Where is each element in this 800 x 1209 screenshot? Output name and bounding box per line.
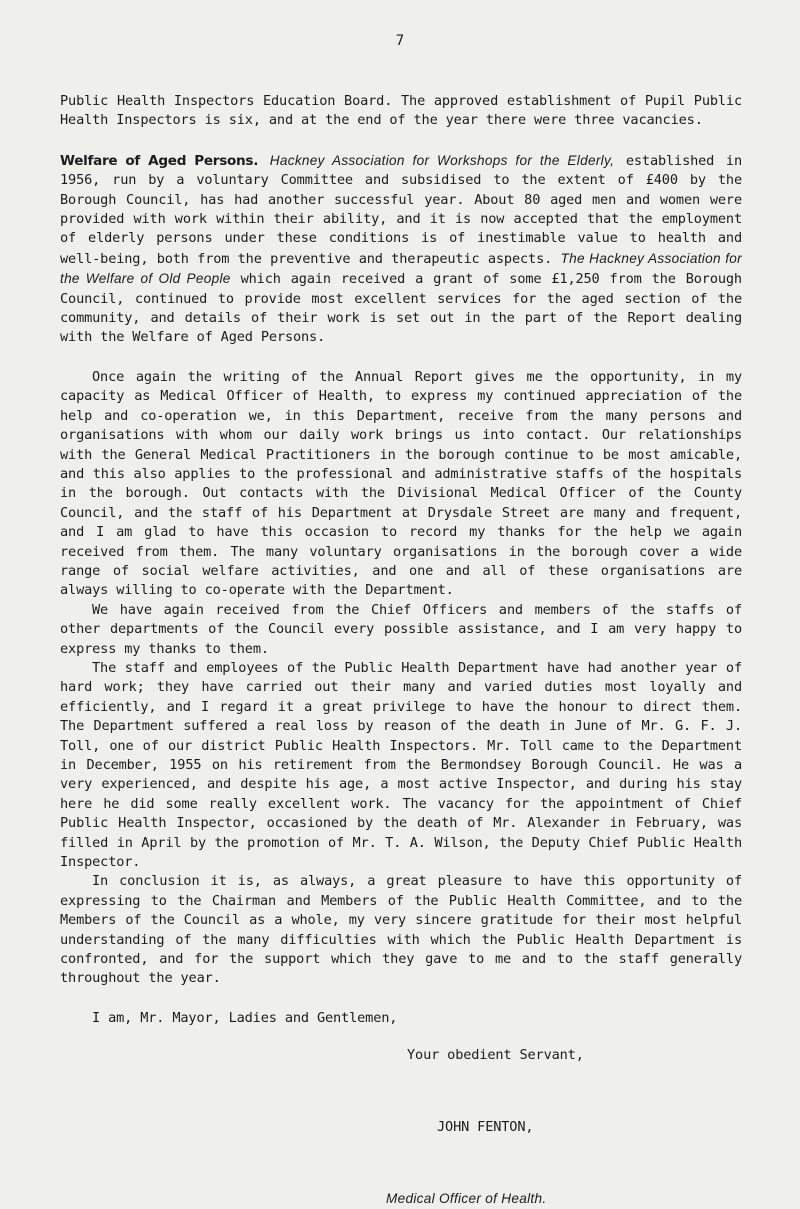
paragraph-inspectors-board: Public Health Inspectors Education Board. The approved establishment of Pupil Public Health Inspectors is six, and at the end of the year there were three vacancies. — [60, 93, 742, 129]
paragraph-conclusion: In conclusion it is, as always, a great pleasure to have this opportunity of expressing to the Chairman and Members of the Public Health Committee, and to the Members of the Council as a whole, my very sincere gratitude for their most helpful understanding of the many difficulties with which the Public Health Department is confronted, and for the support which they gave to me and to the staff generally throughout the year. — [60, 873, 742, 987]
paragraph-staff: The staff and employees of the Public Health Department have had another year of hard work; they have carried out their many and varied duties most loyally and efficiently, and I regard it a great privilege to have the honour to direct them. The Department suffered a real loss by reason of the death in June of Mr. G. F. J. Toll, one of our district Public Health Inspectors. Mr. Toll came to the Department in December, 1955 on his retirement from the Bermondsey Borough Council. He was a very experienced, and despite his age, a most active Inspector, and during his stay here he did some really excellent work. The vacancy for the appointment of Chief Public Health Inspector, occasioned by the death of Mr. Alexander in February, was filled in April by the promotion of Mr. T. A. Wilson, the Deputy Chief Public Health Inspector. — [60, 659, 742, 871]
signature-title: Medical Officer of Health. — [386, 1191, 547, 1207]
paragraph-appreciation: Once again the writing of the Annual Report gives me the opportunity, in my capacity as Medical Officer of Health, to express my continued appreciation of the help and co-operation we, in this Department, receive from the many persons and organisations with whom our daily work brings us into contact. Our relationships with the General Medical Practitioners in the borough continue to be most amicable, and this also applies to the professional and administrative staffs of the hospitals in the borough. Out contacts with the Divisional Medical Officer of the County Council, and the staff of his Department at Drysdale Street are many and frequent, and I am glad to have this occasion to record my thanks for the help we again received from them. The many voluntary organisations in the borough cover a wide range of social welfare activities, and one and all of these organisations are always willing to co-operate with the Department. — [60, 368, 742, 599]
paragraph-welfare-aged — [60, 151, 742, 348]
body-text — [60, 92, 742, 1209]
welfare-text-1: established in 1956, run by a voluntary Committee and subsidised to the extent of £400 by the Borough Council, has had another successful year. About 80 aged men and women were provided with work within their ability, and it is now accepted that the employment of elderly persons under these conditions is of inestimable value to health and well-being, both from the preventive and therapeutic aspects. — [60, 152, 742, 267]
obedient-servant: Your obedient Servant, — [407, 1047, 584, 1064]
section-heading-welfare: Welfare of Aged Persons. — [60, 152, 259, 169]
signature-name: JOHN FENTON, — [437, 1118, 534, 1135]
salutation: I am, Mr. Mayor, Ladies and Gentlemen, — [92, 1009, 398, 1026]
page-number: 7 — [395, 33, 405, 49]
italic-org-welfare: The Hackney Association for the Welfare of Old People — [60, 250, 742, 287]
italic-org-workshops: Hackney Association for Workshops for the Elderly, — [269, 152, 615, 168]
paragraph-chief-officers: We have again received from the Chief Officers and members of the staffs of other departments of the Council every possible assistance, and I am very happy to express my thanks to them. — [60, 601, 742, 657]
welfare-text-2: which again received a grant of some £1,250 from the Borough Council, continued to provide most excellent services for the aged section of the community, and details of their work is set out in the part of the Report dealing with the Welfare of Aged Persons. — [60, 271, 742, 346]
